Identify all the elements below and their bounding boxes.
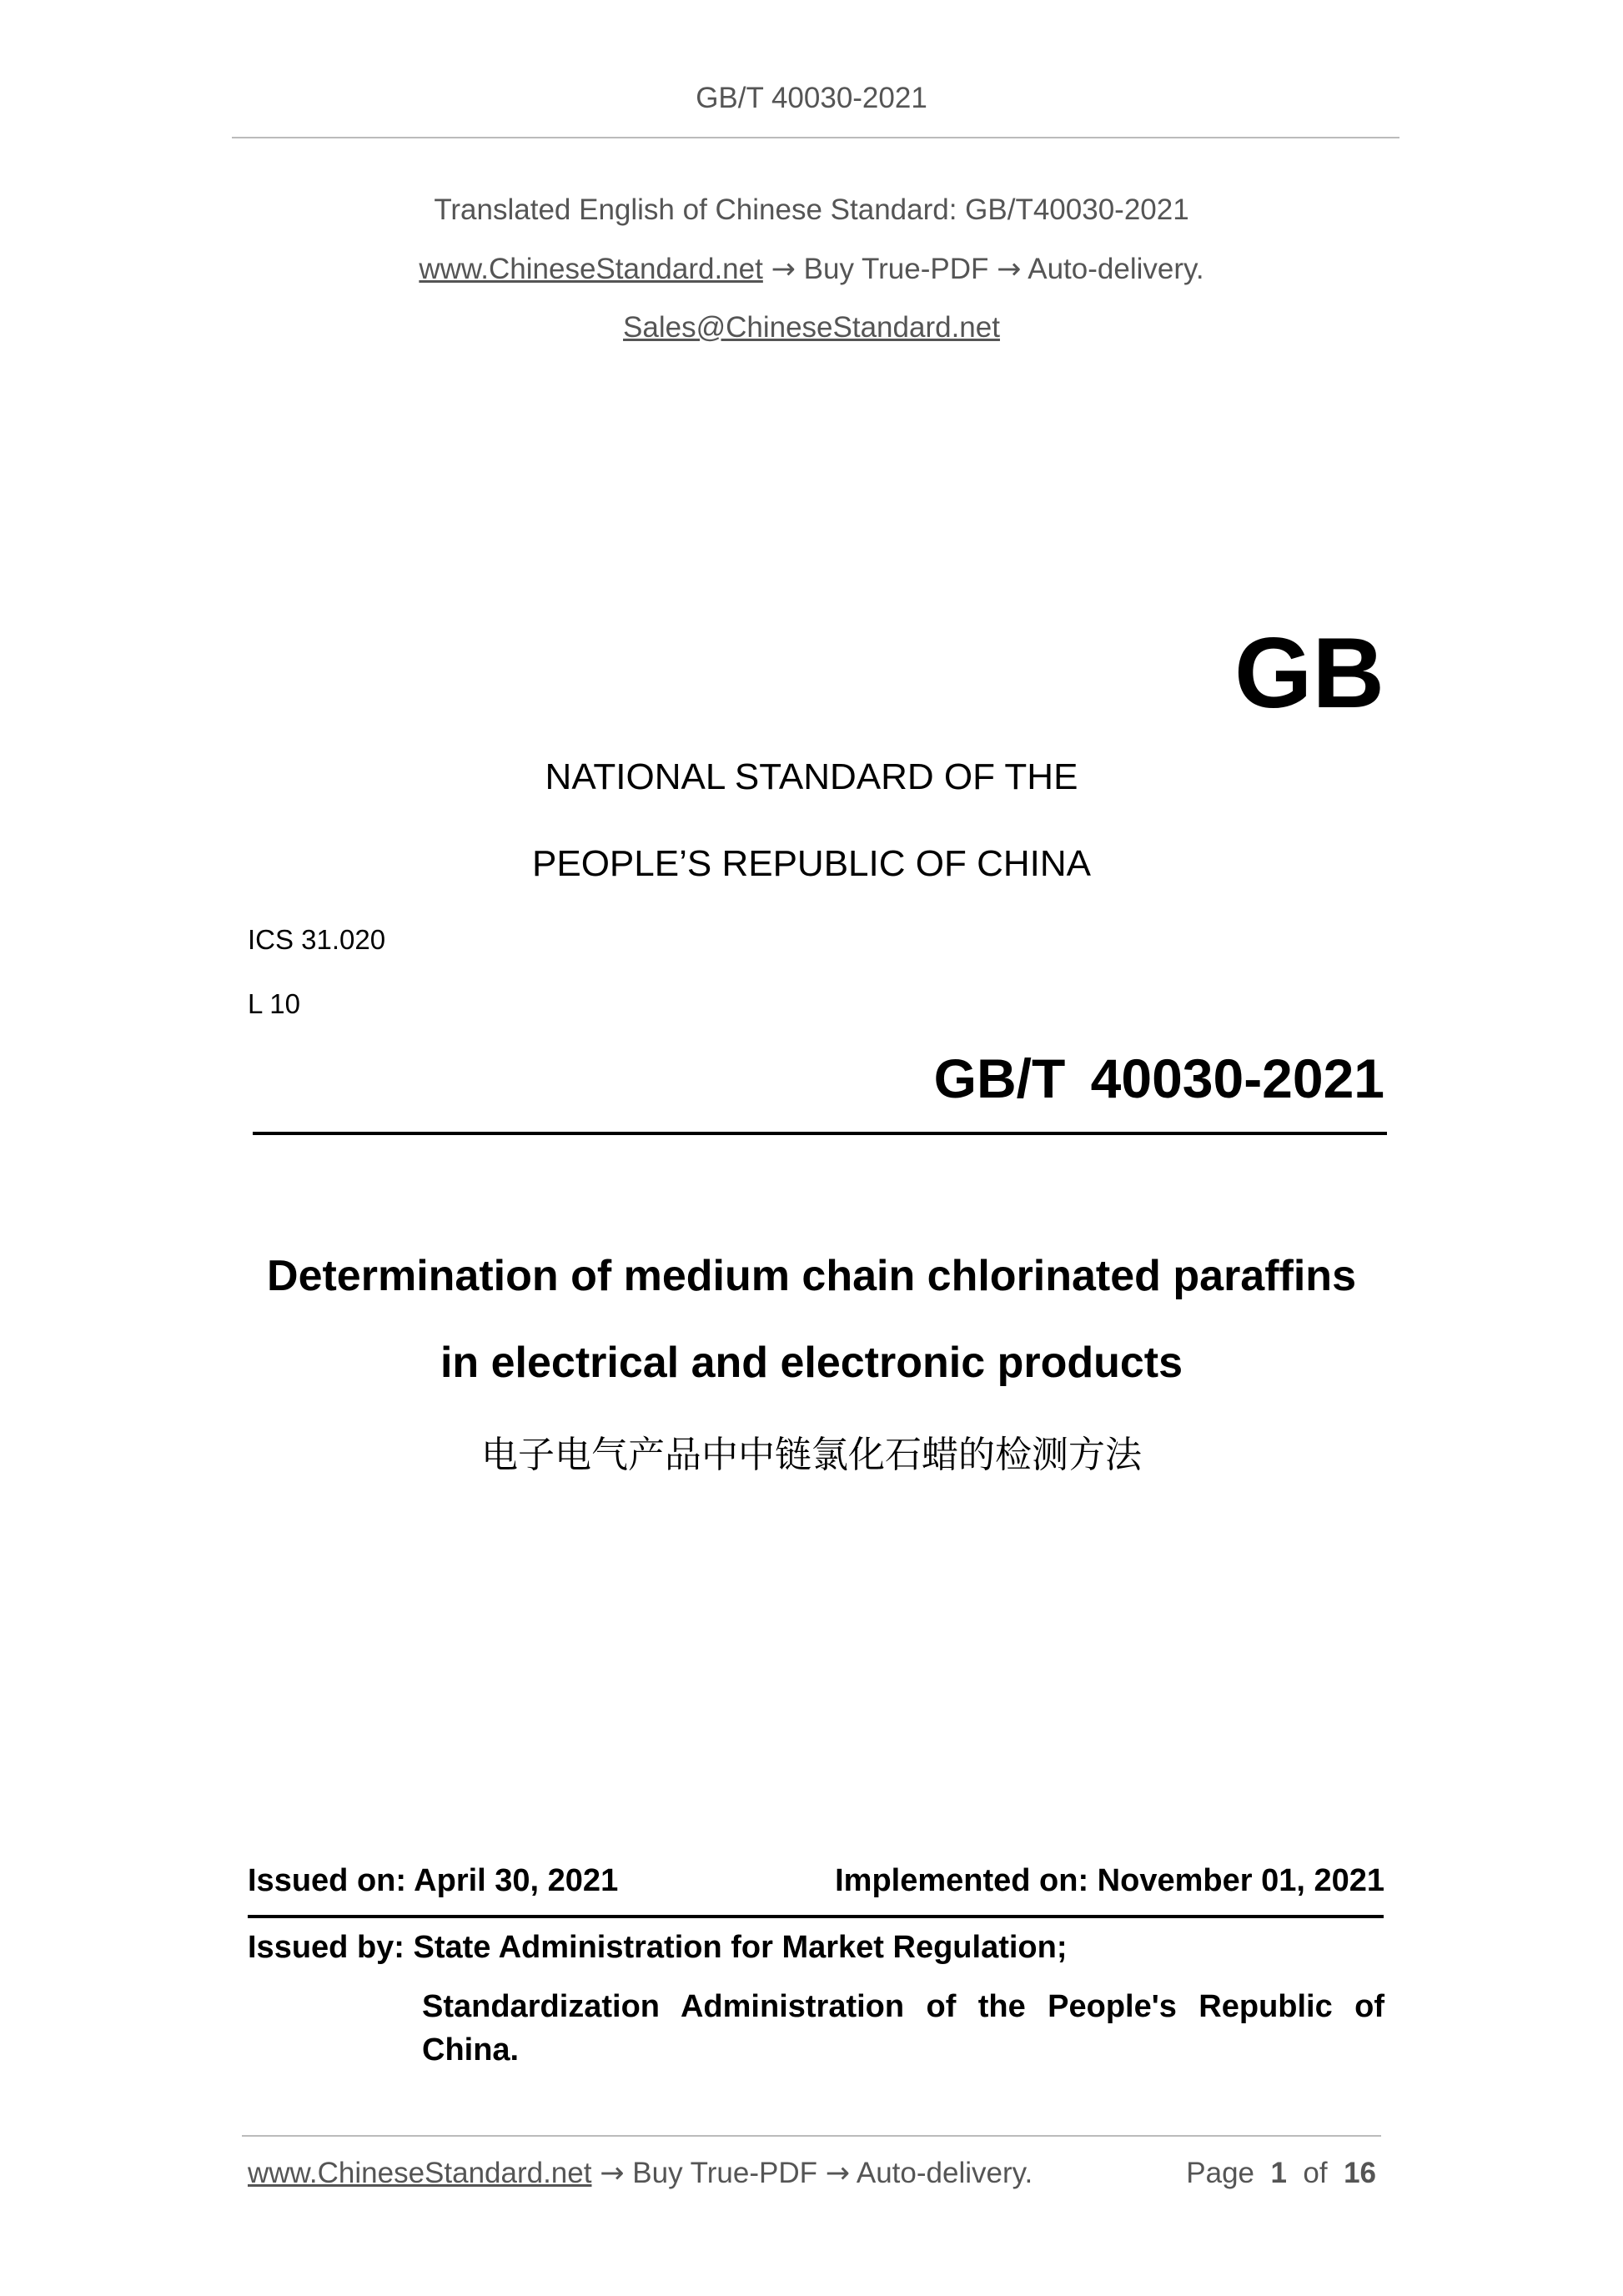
auto-delivery-text: Auto-delivery. [1028,253,1204,285]
national-standard-line-2: PEOPLE’S REPUBLIC OF CHINA [532,843,1091,884]
footer-buy-line [248,2157,1033,2190]
arrow-right-icon: → [771,253,796,286]
running-header-title: GB/T 40030-2021 [696,82,927,114]
buy-text: Buy True-PDF [803,253,989,285]
implemented-on-date: Implemented on: November 01, 2021 [835,1863,1384,1898]
issued-by-line-1: Issued by: State Administration for Market Regulation; [248,1930,1068,1965]
national-standard-line-1: NATIONAL STANDARD OF THE [545,756,1078,797]
footer-auto-delivery-text: Auto-delivery. [856,2157,1033,2189]
issue-date-rule [248,1915,1384,1918]
title-en-line-2: in electrical and electronic products [440,1339,1183,1387]
page-indicator [1186,2157,1376,2190]
ics-code: ICS 31.020 [248,924,386,955]
page-total: 16 [1344,2157,1376,2189]
standard-number-rule [253,1132,1387,1135]
ccs-code: L 10 [248,988,301,1019]
standard-number: GB/T 40030-2021 [933,1048,1384,1109]
footer-buy-text: Buy True-PDF [632,2157,817,2189]
translated-notice: Translated English of Chinese Standard: GB/T40030-2021 [434,193,1189,226]
arrow-right-icon: → [600,2157,625,2190]
footer-site-link[interactable]: www.ChineseStandard.net [248,2157,592,2189]
title-zh: 电子电气产品中中链氯化石蜡的检测方法 [481,1434,1142,1476]
sales-line [0,311,1623,344]
of-label: of [1303,2157,1328,2189]
issued-by-line-2: Standardization Administration of the People's Republic of China. [422,1989,1384,2067]
page-label: Page [1186,2157,1255,2189]
arrow-right-icon: → [997,253,1022,286]
site-link[interactable]: www.ChineseStandard.net [419,253,763,285]
gb-mark: GB [1234,617,1384,729]
sales-email-link[interactable]: Sales@ChineseStandard.net [623,311,1000,344]
page-current: 1 [1270,2157,1287,2189]
footer-divider [242,2135,1381,2137]
header-divider [232,137,1399,138]
buy-line [0,253,1623,286]
issued-on-date: Issued on: April 30, 2021 [248,1863,619,1898]
arrow-right-icon: → [825,2157,851,2190]
title-en-line-1: Determination of medium chain chlorinated paraffins [267,1252,1356,1300]
